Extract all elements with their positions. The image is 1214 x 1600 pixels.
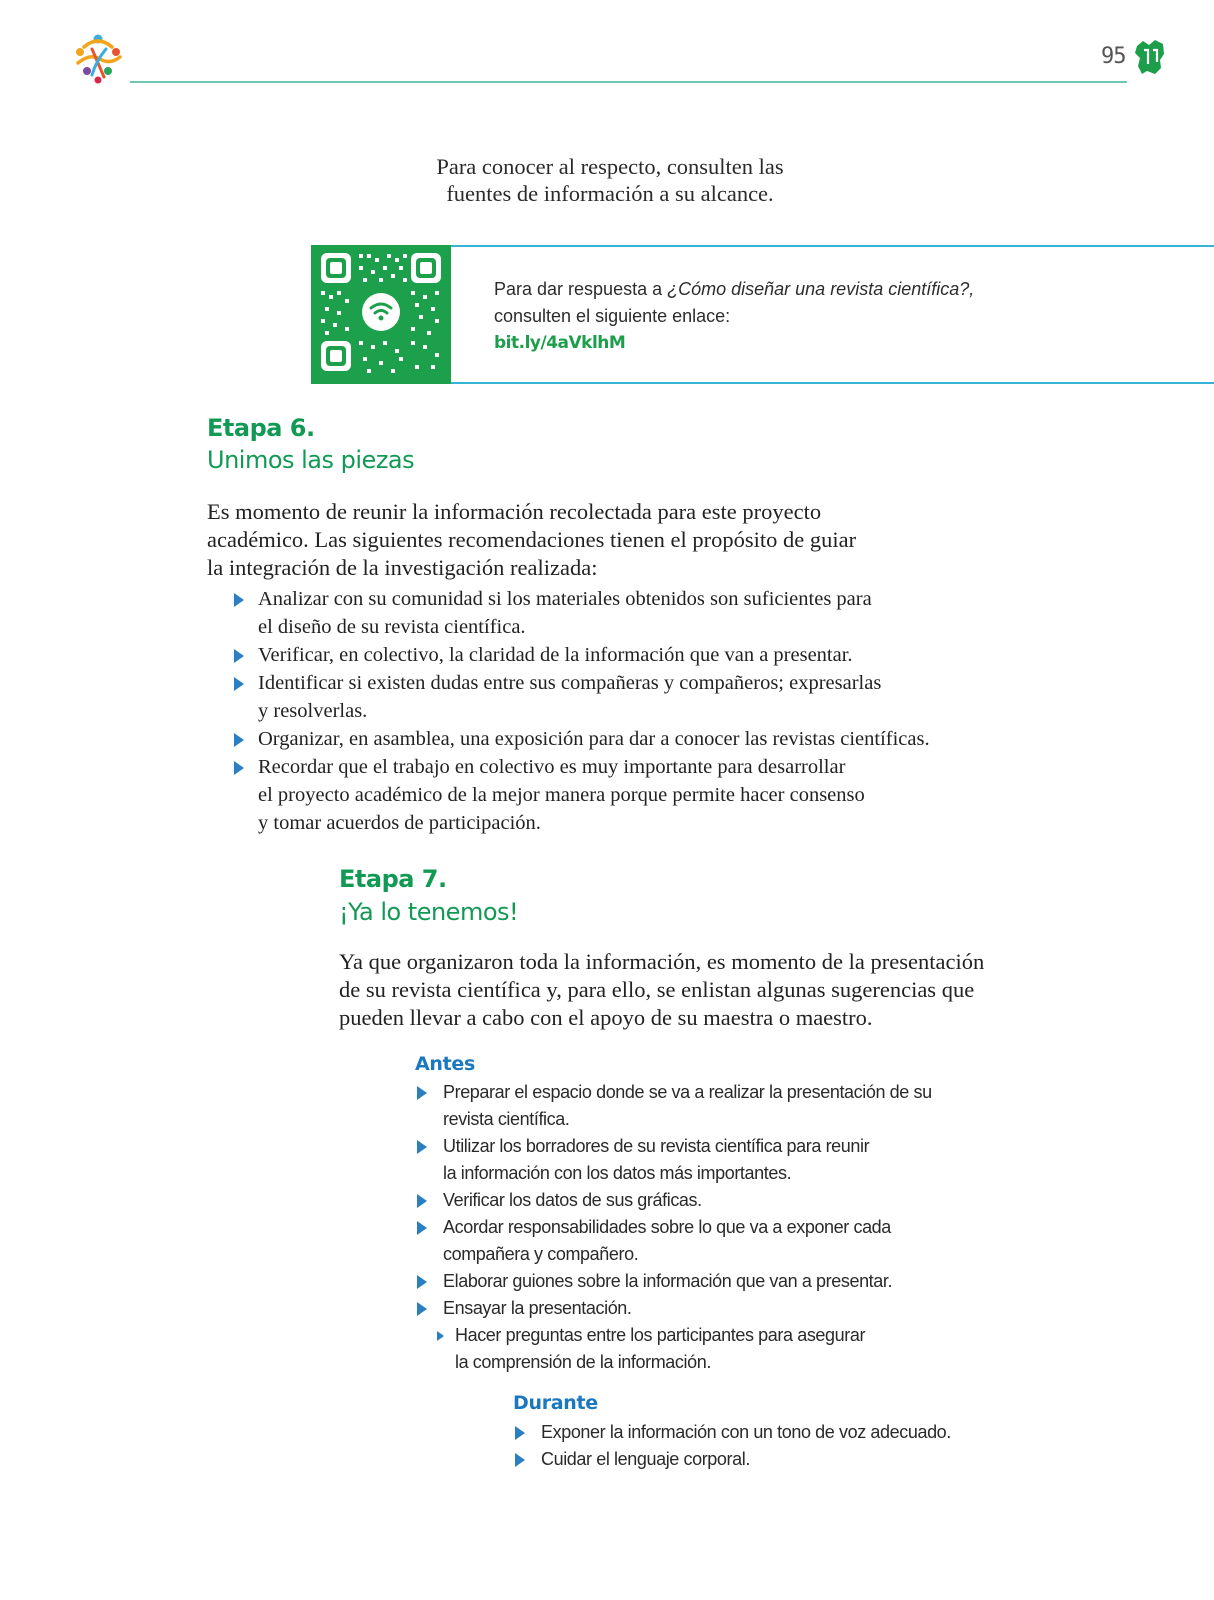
list-item [232, 641, 952, 669]
durante-list [513, 1419, 1033, 1473]
paragraph-line: de su revista científica y, para ello, se enlistan algunas sugerencias que [339, 977, 975, 1002]
list-item-line: Organizar, en asamblea, una exposición para dar a conocer las revistas científicas. [258, 728, 930, 750]
qr-card-link[interactable]: bit.ly/4aVklhM [494, 333, 626, 353]
bullet-arrow-icon [417, 1302, 427, 1316]
antes-heading: Antes [415, 1053, 476, 1075]
bullet-arrow-small-icon [437, 1331, 444, 1341]
intro-line: Para conocer al respecto, consulten las [436, 154, 784, 179]
qr-card-text-pre: Para dar respuesta a [494, 279, 668, 299]
list-item-line: Recordar que el trabajo en colectivo es muy importante para desarrollar [258, 756, 846, 778]
bullet-arrow-icon [515, 1426, 525, 1440]
list-item [415, 1295, 975, 1376]
list-item [415, 1133, 975, 1187]
bullet-arrow-icon [515, 1453, 525, 1467]
qr-code-icon [311, 245, 451, 384]
list-item-line: Acordar responsabilidades sobre lo que va a exponer cada [443, 1217, 891, 1237]
list-item [232, 753, 952, 837]
durante-heading: Durante [513, 1392, 598, 1414]
stage6-list [232, 585, 952, 837]
bullet-arrow-icon [234, 593, 244, 607]
list-item-line: Ensayar la presentación. [443, 1298, 632, 1318]
bullet-arrow-icon [234, 649, 244, 663]
list-item-line: Utilizar los borradores de su revista científica para reunir [443, 1136, 870, 1156]
intro-text [400, 153, 820, 207]
list-item-line: Cuidar el lenguaje corporal. [541, 1449, 750, 1469]
paragraph-line: la integración de la investigación realizada: [207, 555, 598, 580]
list-item [232, 585, 952, 641]
bullet-arrow-icon [234, 677, 244, 691]
list-item [415, 1268, 975, 1295]
list-item-line: el proyecto académico de la mejor manera porque permite hacer consenso [258, 784, 865, 806]
qr-card-text [494, 276, 1054, 357]
list-item [415, 1079, 975, 1133]
intro-line: fuentes de información a su alcance. [446, 181, 774, 206]
stage6-paragraph [207, 498, 967, 582]
qr-card-line: consulten el siguiente enlace: [494, 306, 731, 326]
bullet-arrow-icon [417, 1140, 427, 1154]
list-item-line: Verificar los datos de sus gráficas. [443, 1190, 702, 1210]
sub-list [435, 1322, 975, 1376]
list-item [232, 725, 952, 753]
paragraph-line: Ya que organizaron toda la información, es momento de la presentación [339, 949, 985, 974]
stage6-subtitle: Unimos las piezas [207, 446, 415, 474]
list-item-line: Hacer preguntas entre los participantes para asegurar [455, 1325, 866, 1345]
list-item-line: Preparar el espacio donde se va a realizar la presentación de su [443, 1082, 932, 1102]
list-item-line: revista científica. [443, 1109, 570, 1129]
list-item-line: el diseño de su revista científica. [258, 616, 526, 638]
paragraph-line: Es momento de reunir la información recolectada para este proyecto [207, 499, 822, 524]
list-item [415, 1187, 975, 1214]
list-item [415, 1214, 975, 1268]
bullet-arrow-icon [417, 1221, 427, 1235]
qr-card-rule-top [449, 245, 1214, 247]
bullet-arrow-icon [417, 1275, 427, 1289]
list-item-line: compañera y compañero. [443, 1244, 639, 1264]
green-emblem-icon [1133, 38, 1167, 76]
list-item-line: y resolverlas. [258, 700, 368, 722]
list-item [513, 1419, 1033, 1446]
stage7-title: Etapa 7. [339, 865, 447, 893]
list-item [232, 669, 952, 725]
list-item-line: Exponer la información con un tono de voz adecuado. [541, 1422, 951, 1442]
paragraph-line: académico. Las siguientes recomendaciones tienen el propósito de guiar [207, 527, 857, 552]
stage7-paragraph [339, 948, 1039, 1032]
paragraph-line: pueden llevar a cabo con el apoyo de su maestra o maestro. [339, 1005, 873, 1030]
bullet-arrow-icon [417, 1194, 427, 1208]
list-item-line: Analizar con su comunidad si los materiales obtenidos son suficientes para [258, 588, 872, 610]
bullet-arrow-icon [234, 761, 244, 775]
list-item-line: la comprensión de la información. [455, 1352, 711, 1372]
list-item-line: la información con los datos más importantes. [443, 1163, 792, 1183]
people-circle-logo-icon [70, 33, 126, 85]
page-number: 95 [1101, 44, 1126, 69]
list-item-line: Identificar si existen dudas entre sus compañeras y compañeros; expresarlas [258, 672, 882, 694]
list-item [513, 1446, 1033, 1473]
header-rule [130, 81, 1127, 83]
qr-card-question: ¿Cómo diseñar una revista científica?, [667, 279, 975, 299]
list-item-line: Verificar, en colectivo, la claridad de la información que van a presentar. [258, 644, 853, 666]
bullet-arrow-icon [417, 1086, 427, 1100]
list-item-line: y tomar acuerdos de participación. [258, 812, 541, 834]
antes-list [415, 1079, 975, 1376]
qr-card-rule-bottom [449, 382, 1214, 384]
bullet-arrow-icon [234, 733, 244, 747]
list-item-line: Elaborar guiones sobre la información que van a presentar. [443, 1271, 893, 1291]
qr-card-line [494, 276, 1054, 303]
stage6-title: Etapa 6. [207, 414, 315, 442]
stage7-subtitle: ¡Ya lo tenemos! [339, 898, 519, 926]
sub-list-item [435, 1322, 975, 1376]
qr-code-box [311, 245, 451, 384]
